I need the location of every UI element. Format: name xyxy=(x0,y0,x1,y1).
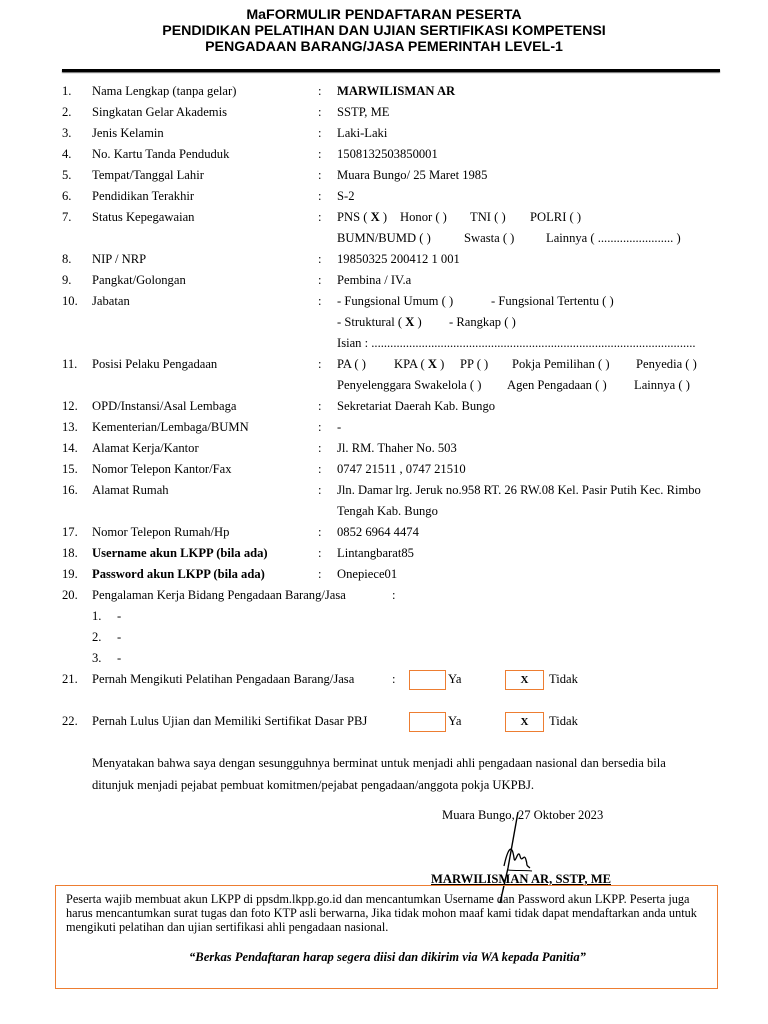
colon: : xyxy=(318,462,322,476)
colon: : xyxy=(392,588,396,602)
row-number: 1. xyxy=(62,84,72,98)
field-row-position-2 xyxy=(0,313,768,333)
colon: : xyxy=(318,483,322,497)
field-value: Muara Bungo/ 25 Maret 1985 xyxy=(337,168,488,182)
check-mark-text: X xyxy=(405,315,415,329)
field-row-employment-status xyxy=(0,208,768,228)
row-number: 13. xyxy=(62,420,78,434)
field-value: - xyxy=(337,420,342,434)
colon: : xyxy=(318,147,322,161)
field-label: Posisi Pelaku Pengadaan xyxy=(92,357,218,371)
statement-line-2: ditunjuk menjadi pejabat pembuat komitmen/pejabat pengadaan/anggota pokja UKPBJ. xyxy=(92,778,535,792)
field-label: Pernah Lulus Ujian dan Memiliki Sertifikat Dasar PBJ xyxy=(92,714,368,728)
isian-line: Isian : ....................................................................................................... xyxy=(337,336,696,350)
field-row-procurement-role-2 xyxy=(0,376,768,396)
row-number: 2. xyxy=(62,105,72,119)
option-pokja: Pokja Pemilihan ( ) xyxy=(512,357,610,371)
row-number: 12. xyxy=(62,399,78,413)
field-value: Jln. Damar lrg. Jeruk no.958 RT. 26 RW.08 Kel. Pasir Putih Kec. Rimbo xyxy=(337,483,701,497)
field-value: 0747 21511 , 0747 21510 xyxy=(337,462,466,476)
colon: : xyxy=(318,357,322,371)
row-number: 15. xyxy=(62,462,78,476)
item-number: 3. xyxy=(92,651,102,665)
colon: : xyxy=(318,294,322,308)
option-polri: POLRI ( ) xyxy=(530,210,582,224)
field-row-ministry xyxy=(0,418,768,438)
colon: : xyxy=(318,189,322,203)
statement-line-1: Menyatakan bahwa saya dengan sesungguhnya berminat untuk menjadi ahli pengadaan nasional dan bersedia bila xyxy=(92,756,666,770)
option-label: KPA ( xyxy=(394,357,425,371)
field-row-education xyxy=(0,187,768,207)
field-row-office-phone xyxy=(0,460,768,480)
ya-label: Ya xyxy=(448,714,462,728)
experience-item xyxy=(0,607,768,627)
option-penyedia: Penyedia ( ) xyxy=(636,357,697,371)
field-row-home-address xyxy=(0,481,768,501)
row-number: 3. xyxy=(62,126,72,140)
field-row-ktp xyxy=(0,145,768,165)
option-struktural xyxy=(337,313,422,331)
item-text: - xyxy=(117,651,122,665)
field-value: Onepiece01 xyxy=(337,567,398,581)
row-number: 10. xyxy=(62,294,78,308)
field-row-username xyxy=(0,544,768,564)
option-tni: TNI ( ) xyxy=(470,210,506,224)
field-label: No. Kartu Tanda Penduduk xyxy=(92,147,230,161)
field-value: 0852 6964 4474 xyxy=(337,525,419,539)
row-number: 18. xyxy=(62,546,78,560)
field-label: Nomor Telepon Rumah/Hp xyxy=(92,525,230,539)
field-value: Lintangbarat85 xyxy=(337,546,414,560)
field-row-password xyxy=(0,565,768,585)
colon: : xyxy=(318,210,322,224)
field-row-home-phone xyxy=(0,523,768,543)
field-row-office-address xyxy=(0,439,768,459)
field-value: Tengah Kab. Bungo xyxy=(337,504,438,518)
checkbox-tidak[interactable]: X xyxy=(505,670,544,690)
field-label: Username akun LKPP (bila ada) xyxy=(92,546,268,560)
colon: : xyxy=(318,441,322,455)
row-number: 4. xyxy=(62,147,72,161)
field-row-home-address-2 xyxy=(0,502,768,522)
option-swakelola: Penyelenggara Swakelola ( ) xyxy=(337,378,482,392)
form-title-line-1: MaFORMULIR PENDAFTARAN PESERTA xyxy=(246,7,522,23)
field-value: SSTP, ME xyxy=(337,105,390,119)
option-label: PNS ( xyxy=(337,210,368,224)
form-title-line-3: PENGADAAN BARANG/JASA PEMERINTAH LEVEL-1 xyxy=(205,39,563,55)
field-row-birth xyxy=(0,166,768,186)
field-row-procurement-role xyxy=(0,355,768,375)
option-pa: PA ( ) xyxy=(337,357,366,371)
field-row-position xyxy=(0,292,768,312)
field-label: Nama Lengkap (tanpa gelar) xyxy=(92,84,237,98)
field-row-rank xyxy=(0,271,768,291)
row-number: 19. xyxy=(62,567,78,581)
notice-box xyxy=(55,885,718,989)
field-value: Laki-Laki xyxy=(337,126,388,140)
field-row-employment-status-2 xyxy=(0,229,768,249)
option-fungsional-tertentu: - Fungsional Tertentu ( ) xyxy=(491,294,614,308)
option-lainnya: Lainnya ( ) xyxy=(634,378,690,392)
field-row-name xyxy=(0,82,768,102)
row-number: 14. xyxy=(62,441,78,455)
checkbox-tidak[interactable]: X xyxy=(505,712,544,732)
check-mark xyxy=(367,210,382,224)
row-number: 20. xyxy=(62,588,78,602)
field-row-degree xyxy=(0,103,768,123)
field-label: Pengalaman Kerja Bidang Pengadaan Barang/Jasa xyxy=(92,588,346,602)
tidak-label: Tidak xyxy=(549,714,578,728)
option-bumn: BUMN/BUMD ( ) xyxy=(337,231,431,245)
signature-place-date-row xyxy=(0,806,768,826)
check-mark xyxy=(425,357,440,371)
checkbox-ya[interactable] xyxy=(409,670,446,690)
item-number: 1. xyxy=(92,609,102,623)
field-row-experience xyxy=(0,586,768,606)
item-text: - xyxy=(117,609,122,623)
check-mark-text: X xyxy=(427,357,437,371)
checkbox-ya[interactable] xyxy=(409,712,446,732)
colon: : xyxy=(318,546,322,560)
option-close: ) xyxy=(382,210,388,224)
field-label: Pernah Mengikuti Pelatihan Pengadaan Barang/Jasa xyxy=(92,672,355,686)
field-label: OPD/Instansi/Asal Lembaga xyxy=(92,399,237,413)
colon: : xyxy=(318,168,322,182)
field-label: Pangkat/Golongan xyxy=(92,273,186,287)
item-number: 2. xyxy=(92,630,102,644)
notice-quote: “Berkas Pendaftaran harap segera diisi dan dikirim via WA kepada Panitia” xyxy=(189,950,586,964)
option-honor: Honor ( ) xyxy=(400,210,447,224)
row-number: 7. xyxy=(62,210,72,224)
experience-item xyxy=(0,649,768,669)
field-row-certificate xyxy=(0,712,768,732)
option-fungsional-umum: - Fungsional Umum ( ) xyxy=(337,294,454,308)
option-lainnya: Lainnya ( ........................ ) xyxy=(546,231,681,245)
row-number: 11. xyxy=(62,357,78,371)
field-value: MARWILISMAN AR xyxy=(337,84,456,98)
field-value: 19850325 200412 1 001 xyxy=(337,252,460,266)
option-swasta: Swasta ( ) xyxy=(464,231,515,245)
row-number: 17. xyxy=(62,525,78,539)
field-value: Sekretariat Daerah Kab. Bungo xyxy=(337,399,496,413)
field-row-position-3 xyxy=(0,334,768,354)
signature-place-date: Muara Bungo, 27 Oktober 2023 xyxy=(442,808,604,822)
row-number: 22. xyxy=(62,714,78,728)
ya-label: Ya xyxy=(448,672,462,686)
field-value: S-2 xyxy=(337,189,355,203)
field-label: Kementerian/Lembaga/BUMN xyxy=(92,420,249,434)
colon: : xyxy=(318,399,322,413)
row-number: 5. xyxy=(62,168,72,182)
notice-text: Peserta wajib membuat akun LKPP di ppsdm.lkpp.go.id dan mencantumkan Username dan Password akun LKPP. Peserta juga harus mencantumkan surat tugas dan foto KTP asli berwarna, Jika tidak mohon maaf kami tidak dapat mendaftarkan anda untuk mengikuti pelatihan dan ujian sertifikasi ahli pengadaan nasional. xyxy=(66,892,697,934)
field-label: Nomor Telepon Kantor/Fax xyxy=(92,462,232,476)
field-label: Status Kepegawaian xyxy=(92,210,195,224)
row-number: 9. xyxy=(62,273,72,287)
option-rangkap: - Rangkap ( ) xyxy=(449,315,516,329)
field-label: Jenis Kelamin xyxy=(92,126,164,140)
field-value: Jl. RM. Thaher No. 503 xyxy=(337,441,457,455)
field-row-nip xyxy=(0,250,768,270)
field-label: NIP / NRP xyxy=(92,252,147,266)
colon: : xyxy=(318,273,322,287)
colon: : xyxy=(318,84,322,98)
colon: : xyxy=(318,420,322,434)
experience-item xyxy=(0,628,768,648)
check-mark xyxy=(402,315,417,329)
field-row-gender xyxy=(0,124,768,144)
check-mark-text: X xyxy=(370,210,380,224)
field-row-opd xyxy=(0,397,768,417)
field-label: Alamat Kerja/Kantor xyxy=(92,441,199,455)
row-number: 21. xyxy=(62,672,78,686)
field-label: Tempat/Tanggal Lahir xyxy=(92,168,204,182)
row-number: 6. xyxy=(62,189,72,203)
row-number: 8. xyxy=(62,252,72,266)
field-label: Pendidikan Terakhir xyxy=(92,189,195,203)
tidak-label: Tidak xyxy=(549,672,578,686)
statement-paragraph xyxy=(92,752,732,796)
row-number: 16. xyxy=(62,483,78,497)
option-close: ) xyxy=(417,315,422,329)
field-label: Password akun LKPP (bila ada) xyxy=(92,567,265,581)
item-text: - xyxy=(117,630,122,644)
option-label: - Struktural ( xyxy=(337,315,403,329)
field-label: Singkatan Gelar Akademis xyxy=(92,105,228,119)
colon: : xyxy=(318,126,322,140)
field-label: Alamat Rumah xyxy=(92,483,169,497)
signature-name: MARWILISMAN AR, SSTP, ME xyxy=(431,872,611,886)
field-label: Jabatan xyxy=(92,294,130,308)
field-value: Pembina / IV.a xyxy=(337,273,412,287)
form-title-line-2: PENDIDIKAN PELATIHAN DAN UJIAN SERTIFIKASI KOMPETENSI xyxy=(162,23,606,39)
colon: : xyxy=(318,105,322,119)
colon: : xyxy=(318,525,322,539)
colon: : xyxy=(318,252,322,266)
field-value: 1508132503850001 xyxy=(337,147,438,161)
field-row-training xyxy=(0,670,768,690)
colon: : xyxy=(318,567,322,581)
option-close: ) xyxy=(440,357,445,371)
header-divider xyxy=(62,69,720,72)
option-kpa xyxy=(394,355,444,373)
option-pp: PP ( ) xyxy=(460,357,489,371)
option-pns xyxy=(337,208,387,226)
option-agen: Agen Pengadaan ( ) xyxy=(507,378,607,392)
colon: : xyxy=(392,672,396,686)
